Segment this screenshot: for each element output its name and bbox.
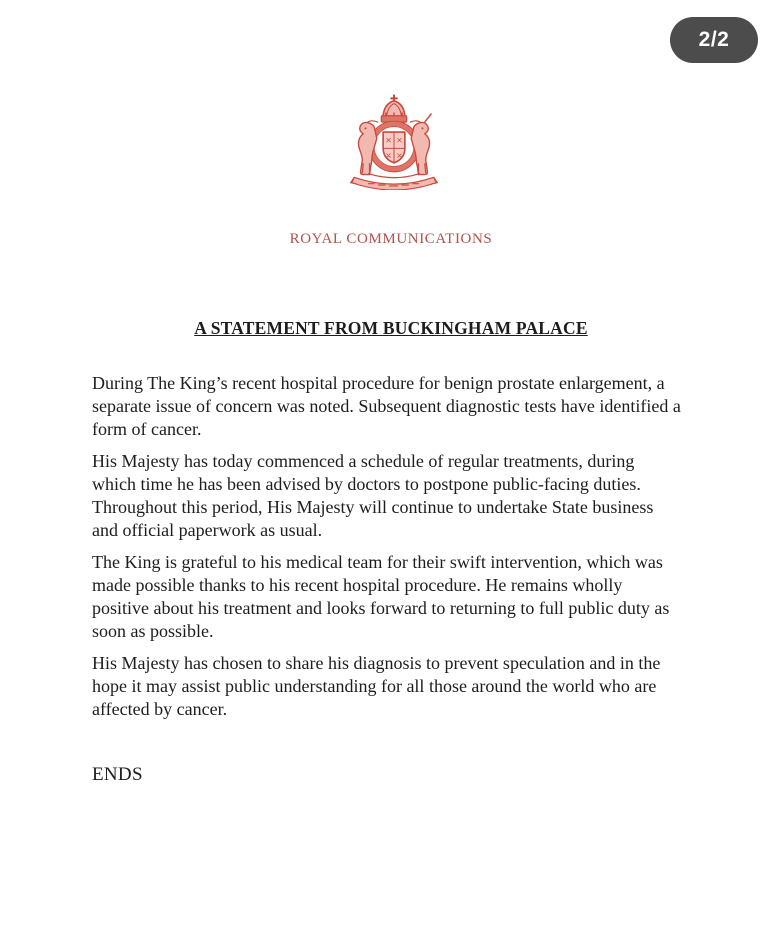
statement-paragraph: His Majesty has chosen to share his diagnosis to prevent speculation and in the hope it may assist public understanding for all those around the world who are affected by cancer. <box>92 653 661 719</box>
statement-paragraph: The King is grateful to his medical team for their swift intervention, which was made possible thanks to his recent hospital procedure. He remains wholly positive about his treatment and looks forward to returning to full public duty as soon as possible. <box>92 552 670 641</box>
statement-paragraph: During The King’s recent hospital procedure for benign prostate enlargement, a separate issue of concern was noted. Subsequent diagnostic tests have identified a form of cancer. <box>92 373 681 439</box>
royal-coat-of-arms-icon <box>338 94 450 190</box>
statement-paragraph: His Majesty has today commenced a schedule of regular treatments, during which time he has been advised by doctors to postpone public-facing duties. Throughout this period, His Majesty will continue to undertake State business and official paperwork as usual. <box>92 451 654 540</box>
statement-heading: A STATEMENT FROM BUCKINGHAM PALACE <box>194 318 588 338</box>
statement-body <box>92 372 682 730</box>
page-count-label: 2/2 <box>698 28 730 51</box>
carousel-page-indicator <box>670 17 758 63</box>
ends-label: ENDS <box>92 764 143 785</box>
masthead: ROYAL COMMUNICATIONS <box>289 231 493 247</box>
